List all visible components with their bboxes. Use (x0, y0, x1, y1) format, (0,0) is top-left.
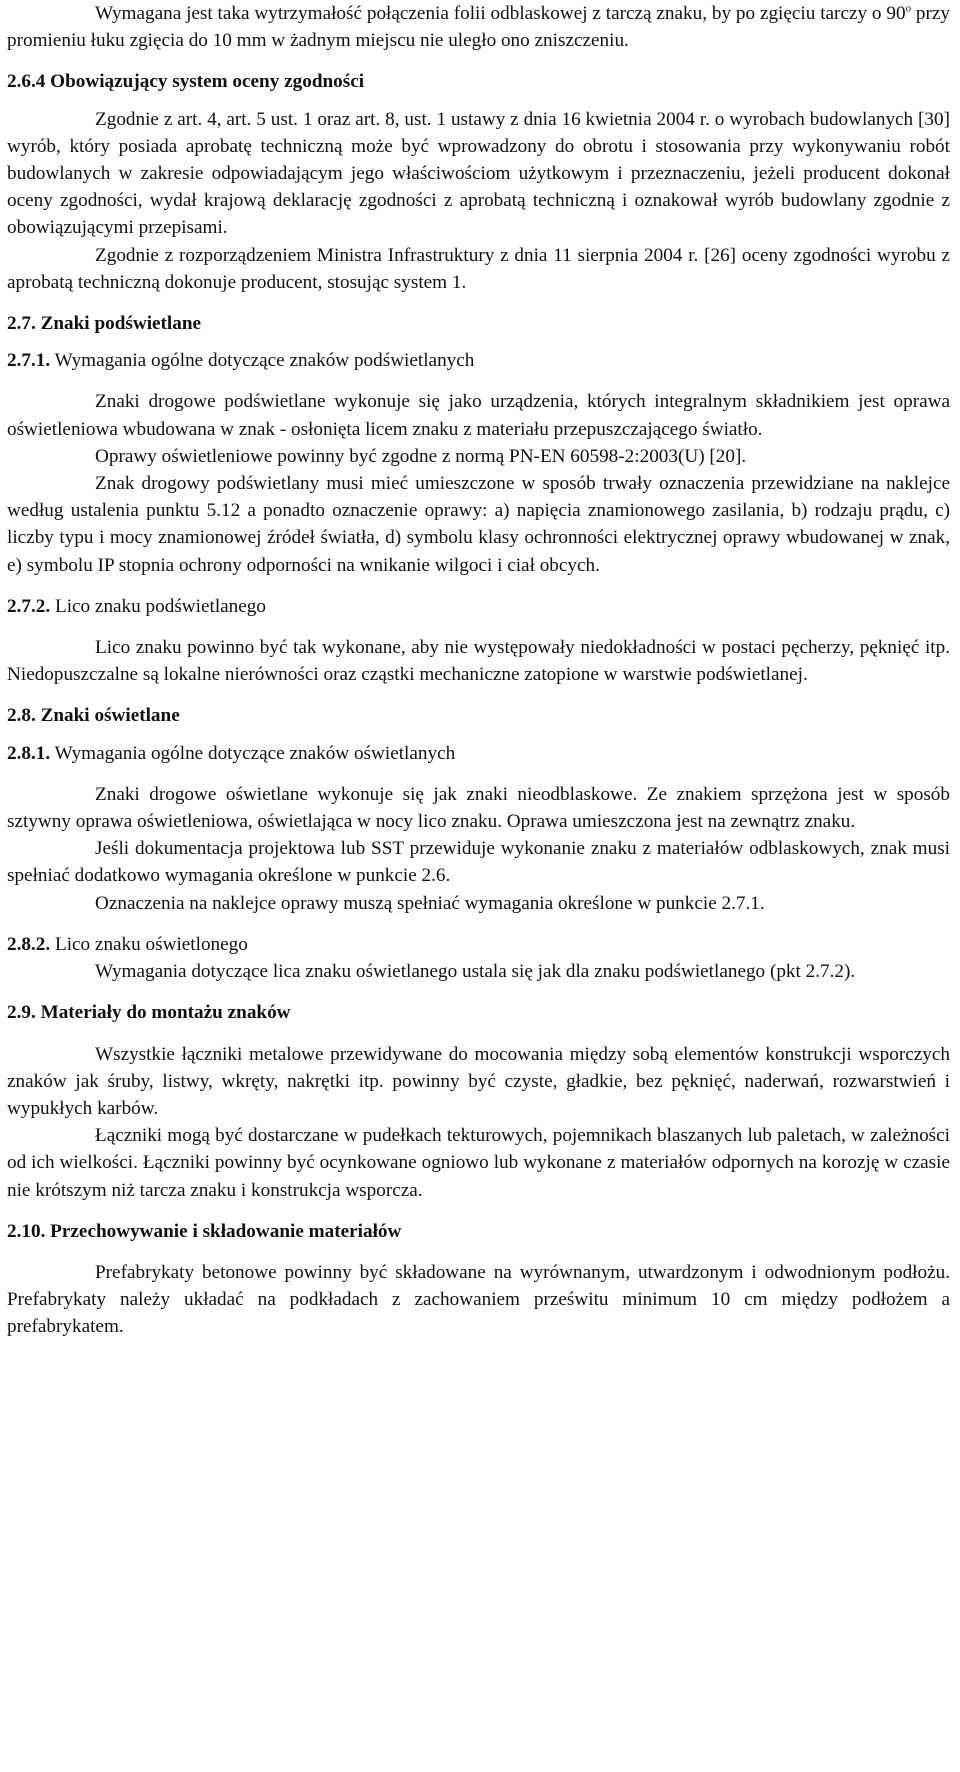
section-number: 2.9. (7, 1002, 36, 1024)
section-number: 2.10. (7, 1220, 46, 1242)
paragraph (7, 835, 950, 889)
section-heading (7, 347, 950, 374)
section-number: 2.8.2. (7, 933, 51, 955)
paragraph (7, 634, 950, 688)
paragraph (7, 1259, 950, 1341)
section-number: 2.7. (7, 313, 36, 335)
section-title: Wymagania ogólne dotyczące znaków podświetlanych (54, 350, 475, 372)
text-run: Jeśli dokumentacja projektowa lub SST przewiduje wykonanie znaku z materiałów odblaskowych, znak musi spełniać dodatkowo wymagania określone w punkcie 2.6. (7, 838, 950, 887)
section-heading (7, 702, 950, 729)
text-run: Znaki drogowe oświetlane wykonuje się jak znaki nieodblaskowe. Ze znakiem sprzężona jest w sposób sztywny oprawa oświetleniowa, oświetlająca w nocy lico znaku. Oprawa umieszczona jest na zewnątrz znaku. (7, 783, 950, 833)
section-title: Znaki oświetlane (40, 705, 180, 727)
text-run: Lico znaku powinno być tak wykonane, aby nie występowały niedokładności w postaci pęcherzy, pęknięć itp. Niedopuszczalne są lokalne nierówności oraz cząstki mechaniczne zatopione w warstwie podświetlanej. (7, 637, 950, 686)
superscript: o (905, 2, 912, 15)
paragraph (7, 1122, 950, 1204)
paragraph (7, 781, 950, 835)
text-run: Wymagania dotyczące lica znaku oświetlanego ustala się jak dla znaku podświetlanego (pkt 2.7.2). (95, 961, 856, 983)
paragraph (7, 242, 950, 296)
section-heading (7, 593, 950, 620)
text-run: Wymagana jest taka wytrzymałość połączenia folii odblaskowej z tarczą znaku, by po zgięciu tarczy o 90 (95, 3, 906, 24)
section-heading (7, 931, 950, 958)
section-title: Lico znaku oświetlonego (54, 933, 248, 955)
section-heading (7, 999, 950, 1026)
section-title: Obowiązujący system oceny zgodności (50, 71, 365, 93)
text-run: przy promieniu łuku zgięcia do 10 mm w żadnym miejscu nie uległo ono zniszczeniu. (7, 3, 951, 52)
section-title: Lico znaku podświetlanego (54, 595, 266, 617)
text-run: Zgodnie z art. 4, art. 5 ust. 1 oraz art. 8, ust. 1 ustawy z dnia 16 kwietnia 2004 r. o wyrobach budowlanych [30] wyrób, który posiada aprobatę techniczną może być wprowadzony do obrotu i stosowania przy wykonywaniu robót budowlanych w zakresie odpowiadającym jego właściwościom użytkowym i przeznaczeniu, jeżeli producent dokonał oceny zgodności, wydał krajową deklarację zgodności z aprobatą techniczną i oznakował wyrób budowlany zgodnie z obowiązującymi przepisami. (7, 108, 950, 239)
text-run: Oznaczenia na naklejce oprawy muszą spełniać wymagania określone w punkcie 2.7.1. (95, 892, 765, 914)
paragraph (7, 0, 950, 54)
paragraph (7, 388, 950, 442)
text-run: Prefabrykaty betonowe powinny być składowane na wyrównanym, utwardzonym i odwodnionym podłożu. Prefabrykaty należy układać na podkładach z zachowaniem prześwitu minimum 10 cm między podłożem a prefabrykatem. (7, 1261, 950, 1338)
paragraph (7, 1041, 950, 1123)
text-run: Oprawy oświetleniowe powinny być zgodne z normą PN-EN 60598-2:2003(U) [20]. (95, 445, 747, 467)
paragraph (7, 890, 950, 917)
text-run: Łączniki mogą być dostarczane w pudełkach tekturowych, pojemnikach blaszanych lub paletach, w zależności od ich wielkości. Łączniki powinny być ocynkowane ogniowo lub wykonane z materiałów odpornych na korozję w czasie nie krótszym niż tarcza znaku i konstrukcja wsporcza. (7, 1125, 950, 1201)
text-run: Znak drogowy podświetlany musi mieć umieszczone w sposób trwały oznaczenia przewidziane na naklejce według ustalenia punktu 5.12 a ponadto oznaczenie oprawy: a) napięcia znamionowego zasilania, b) rodzaju prądu, c) liczby typu i mocy znamionowej źródeł światła, d) symbolu klasy ochronności elektrycznej oprawy wbudowanej w znak, e) symbolu IP stopnia ochrony odporności na wnikanie wilgoci i ciał obcych. (7, 473, 950, 576)
section-number: 2.7.2. (7, 595, 51, 617)
section-title: Wymagania ogólne dotyczące znaków oświetlanych (54, 742, 456, 764)
section-number: 2.6.4 (7, 71, 46, 93)
section-heading (7, 310, 950, 337)
section-heading (7, 1218, 950, 1245)
paragraph (7, 958, 950, 985)
section-title: Materiały do montażu znaków (40, 1002, 291, 1024)
section-heading (7, 740, 950, 767)
section-title: Znaki podświetlane (40, 313, 202, 335)
section-heading (7, 68, 950, 95)
section-number: 2.7.1. (7, 350, 51, 372)
paragraph (7, 106, 950, 242)
text-run: Zgodnie z rozporządzeniem Ministra Infrastruktury z dnia 11 sierpnia 2004 r. [26] oceny zgodności wyrobu z aprobatą techniczną dokonuje producent, stosując system 1. (7, 244, 950, 293)
section-number: 2.8. (7, 705, 36, 727)
text-run: Znaki drogowe podświetlane wykonuje się jako urządzenia, których integralnym składnikiem jest oprawa oświetleniowa wbudowana w znak - osłonięta licem znaku z materiału przepuszczającego światło. (7, 391, 950, 440)
paragraph (7, 443, 950, 470)
section-number: 2.8.1. (7, 742, 51, 764)
paragraph (7, 470, 950, 579)
section-title: Przechowywanie i składowanie materiałów (50, 1220, 402, 1242)
text-run: Wszystkie łączniki metalowe przewidywane do mocowania między sobą elementów konstrukcji wsporczych znaków jak śruby, listwy, wkręty, nakrętki itp. powinny być czyste, gładkie, bez pęknięć, naderwań, rozwarstwień i wypukłych karbów. (7, 1043, 950, 1119)
